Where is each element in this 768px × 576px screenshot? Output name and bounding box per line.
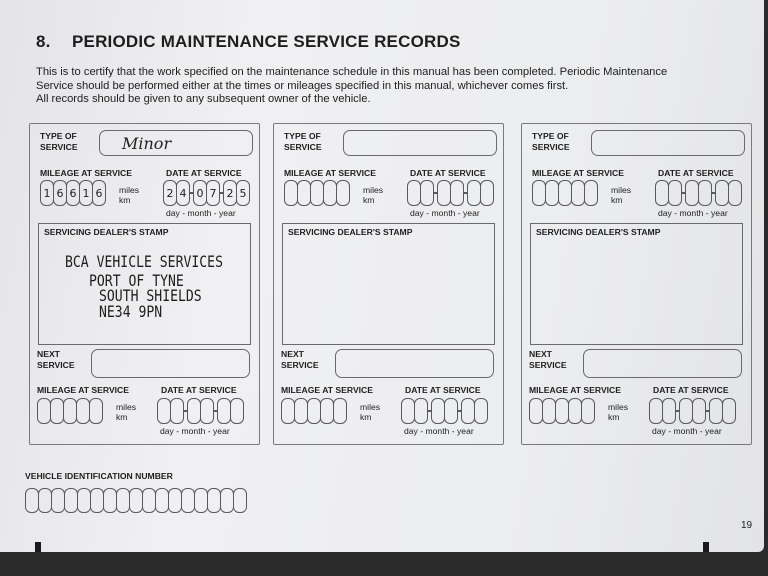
digit-box[interactable] <box>181 488 195 513</box>
page-number: 19 <box>741 520 753 531</box>
type-of-service-field[interactable] <box>99 130 253 156</box>
mileage-units: miles km <box>363 185 384 205</box>
digit-box[interactable]: 6 <box>53 180 67 206</box>
next-mileage-label: MILEAGE AT SERVICE <box>281 385 373 395</box>
date-boxes <box>655 180 741 206</box>
digit-box[interactable] <box>668 180 682 206</box>
digit-box[interactable] <box>444 398 458 424</box>
date-format-caption: day - month - year <box>166 208 236 218</box>
digit-box[interactable] <box>581 398 595 424</box>
next-date-boxes <box>649 398 735 424</box>
digit-box[interactable] <box>76 398 90 424</box>
date-label: DATE AT SERVICE <box>410 168 486 178</box>
corner-mark <box>703 542 709 552</box>
digit-box[interactable] <box>187 398 201 424</box>
vin-boxes <box>25 488 246 513</box>
digit-box[interactable] <box>722 398 736 424</box>
digit-box[interactable] <box>207 488 221 513</box>
mileage-label: MILEAGE AT SERVICE <box>284 168 376 178</box>
digit-box[interactable] <box>129 488 143 513</box>
next-date-label: DATE AT SERVICE <box>161 385 237 395</box>
digit-box[interactable]: 6 <box>66 180 80 206</box>
digit-box[interactable] <box>51 488 65 513</box>
date-year <box>223 180 249 206</box>
type-of-service-field[interactable] <box>591 130 745 156</box>
type-of-service-label: TYPE OF SERVICE <box>40 131 78 152</box>
date-format-caption: day - month - year <box>658 208 728 218</box>
mileage-units: miles km <box>119 185 140 205</box>
digit-box[interactable]: 7 <box>206 180 220 206</box>
digit-box[interactable] <box>307 398 321 424</box>
dealer-stamp-box <box>282 223 495 345</box>
digit-box[interactable] <box>558 180 572 206</box>
next-service-field[interactable] <box>91 349 250 378</box>
digit-box[interactable] <box>77 488 91 513</box>
digit-box[interactable] <box>200 398 214 424</box>
digit-box[interactable] <box>698 180 712 206</box>
next-service-field[interactable] <box>335 349 494 378</box>
digit-box[interactable] <box>655 180 669 206</box>
vin-label: VEHICLE IDENTIFICATION NUMBER <box>25 471 173 481</box>
digit-box[interactable] <box>461 398 475 424</box>
date-year <box>461 398 487 424</box>
digit-box[interactable] <box>90 488 104 513</box>
date-year <box>709 398 735 424</box>
digit-box[interactable] <box>284 180 298 206</box>
date-year <box>217 398 243 424</box>
digit-box[interactable] <box>480 180 494 206</box>
digit-box[interactable] <box>217 398 231 424</box>
digit-box[interactable] <box>170 398 184 424</box>
digit-box[interactable] <box>568 398 582 424</box>
next-date-label: DATE AT SERVICE <box>405 385 481 395</box>
digit-box[interactable] <box>336 180 350 206</box>
date-format-caption: day - month - year <box>410 208 480 218</box>
digit-box[interactable] <box>230 398 244 424</box>
date-day <box>655 180 681 206</box>
mileage-units: miles km <box>611 185 632 205</box>
next-service-label: NEXT SERVICE <box>529 349 567 370</box>
stamp-line: SOUTH SHIELDS <box>99 286 202 305</box>
date-year <box>715 180 741 206</box>
digit-box[interactable] <box>414 398 428 424</box>
service-record-card <box>521 123 752 445</box>
digit-box[interactable] <box>437 180 451 206</box>
type-of-service-label: TYPE OF SERVICE <box>284 131 322 152</box>
intro-line: This is to certify that the work specified on the maintenance schedule in this manual has been completed. Periodic Maintenance <box>36 66 668 78</box>
digit-box[interactable]: 5 <box>236 180 250 206</box>
corner-mark <box>35 542 41 552</box>
type-of-service-field[interactable] <box>343 130 497 156</box>
digit-box[interactable] <box>155 488 169 513</box>
digit-box[interactable] <box>281 398 295 424</box>
next-mileage-units: miles km <box>360 402 381 422</box>
digit-box[interactable] <box>450 180 464 206</box>
digit-box[interactable] <box>333 398 347 424</box>
next-mileage-digits <box>529 398 594 424</box>
date-month <box>437 180 463 206</box>
mileage-digits <box>40 180 105 206</box>
next-date-boxes <box>401 398 487 424</box>
digit-box[interactable] <box>310 180 324 206</box>
digit-box[interactable] <box>116 488 130 513</box>
digit-box[interactable] <box>194 488 208 513</box>
digit-box[interactable]: 2 <box>163 180 177 206</box>
digit-box[interactable] <box>157 398 171 424</box>
stamp-line: NE34 9PN <box>99 302 163 321</box>
digit-box[interactable] <box>662 398 676 424</box>
digit-box[interactable]: 6 <box>92 180 106 206</box>
next-mileage-units: miles km <box>608 402 629 422</box>
section-number: 8. <box>36 32 51 51</box>
digit-box[interactable] <box>297 180 311 206</box>
digit-box[interactable] <box>38 488 52 513</box>
digit-box[interactable] <box>37 398 51 424</box>
next-mileage-label: MILEAGE AT SERVICE <box>529 385 621 395</box>
digit-box[interactable] <box>294 398 308 424</box>
digit-box[interactable] <box>715 180 729 206</box>
digit-box[interactable] <box>220 488 234 513</box>
digit-box[interactable]: 0 <box>193 180 207 206</box>
digit-box[interactable]: 2 <box>223 180 237 206</box>
digit-box[interactable] <box>233 488 247 513</box>
digit-box[interactable] <box>401 398 415 424</box>
digit-box[interactable] <box>168 488 182 513</box>
section-heading <box>36 32 461 52</box>
date-month <box>431 398 457 424</box>
service-record-card <box>273 123 504 445</box>
next-date-format-caption: day - month - year <box>404 426 474 436</box>
next-date-format-caption: day - month - year <box>652 426 722 436</box>
digit-box[interactable] <box>529 398 543 424</box>
next-date-format-caption: day - month - year <box>160 426 230 436</box>
digit-box[interactable] <box>64 488 78 513</box>
digit-box[interactable] <box>431 398 445 424</box>
date-label: DATE AT SERVICE <box>166 168 242 178</box>
mileage-digits <box>284 180 349 206</box>
next-service-field[interactable] <box>583 349 742 378</box>
digit-box[interactable] <box>728 180 742 206</box>
digit-box[interactable] <box>692 398 706 424</box>
next-mileage-label: MILEAGE AT SERVICE <box>37 385 129 395</box>
date-day <box>401 398 427 424</box>
digit-box[interactable] <box>142 488 156 513</box>
digit-box[interactable] <box>103 488 117 513</box>
date-month <box>679 398 705 424</box>
date-boxes <box>163 180 249 206</box>
date-month <box>193 180 219 206</box>
next-date-label: DATE AT SERVICE <box>653 385 729 395</box>
digit-box[interactable] <box>545 180 559 206</box>
type-of-service-value: Minor <box>122 134 172 153</box>
digit-box[interactable] <box>407 180 421 206</box>
digit-box[interactable] <box>649 398 663 424</box>
digit-box[interactable]: 4 <box>176 180 190 206</box>
digit-box[interactable] <box>89 398 103 424</box>
dealer-stamp-box <box>530 223 743 345</box>
digit-box[interactable] <box>320 398 334 424</box>
service-record-card <box>29 123 260 445</box>
digit-box[interactable] <box>63 398 77 424</box>
next-mileage-digits <box>37 398 102 424</box>
section-title: PERIODIC MAINTENANCE SERVICE RECORDS <box>72 32 461 51</box>
mileage-label: MILEAGE AT SERVICE <box>532 168 624 178</box>
next-date-boxes <box>157 398 243 424</box>
dealer-stamp-label: SERVICING DEALER'S STAMP <box>536 227 661 237</box>
digit-box[interactable] <box>555 398 569 424</box>
date-boxes <box>407 180 493 206</box>
digit-box[interactable]: 1 <box>40 180 54 206</box>
stamp-line: PORT OF TYNE <box>89 271 184 290</box>
mileage-label: MILEAGE AT SERVICE <box>40 168 132 178</box>
next-mileage-units: miles km <box>116 402 137 422</box>
digit-box[interactable] <box>25 488 39 513</box>
intro-text <box>36 66 748 107</box>
next-service-label: NEXT SERVICE <box>281 349 319 370</box>
date-day <box>157 398 183 424</box>
stamp-line: BCA VEHICLE SERVICES <box>65 252 223 271</box>
digit-box[interactable] <box>679 398 693 424</box>
dealer-stamp-box <box>38 223 251 345</box>
next-service-label: NEXT SERVICE <box>37 349 75 370</box>
digit-box[interactable] <box>571 180 585 206</box>
digit-box[interactable] <box>323 180 337 206</box>
dealer-stamp-label: SERVICING DEALER'S STAMP <box>44 227 169 237</box>
digit-box[interactable] <box>584 180 598 206</box>
dealer-stamp-label: SERVICING DEALER'S STAMP <box>288 227 413 237</box>
digit-box[interactable] <box>50 398 64 424</box>
date-label: DATE AT SERVICE <box>658 168 734 178</box>
date-month <box>187 398 213 424</box>
digit-box[interactable] <box>467 180 481 206</box>
digit-box[interactable] <box>420 180 434 206</box>
intro-line: All records should be given to any subsequent owner of the vehicle. <box>36 93 371 106</box>
date-month <box>685 180 711 206</box>
date-day <box>163 180 189 206</box>
mileage-digits <box>532 180 597 206</box>
digit-box[interactable]: 1 <box>79 180 93 206</box>
date-year <box>467 180 493 206</box>
next-mileage-digits <box>281 398 346 424</box>
type-of-service-label: TYPE OF SERVICE <box>532 131 570 152</box>
digit-box[interactable] <box>542 398 556 424</box>
digit-box[interactable] <box>532 180 546 206</box>
digit-box[interactable] <box>685 180 699 206</box>
date-day <box>649 398 675 424</box>
date-day <box>407 180 433 206</box>
digit-box[interactable] <box>709 398 723 424</box>
intro-line: Service should be performed either at the times or mileages specified in this manual, whichever comes first. <box>36 79 569 92</box>
digit-box[interactable] <box>474 398 488 424</box>
